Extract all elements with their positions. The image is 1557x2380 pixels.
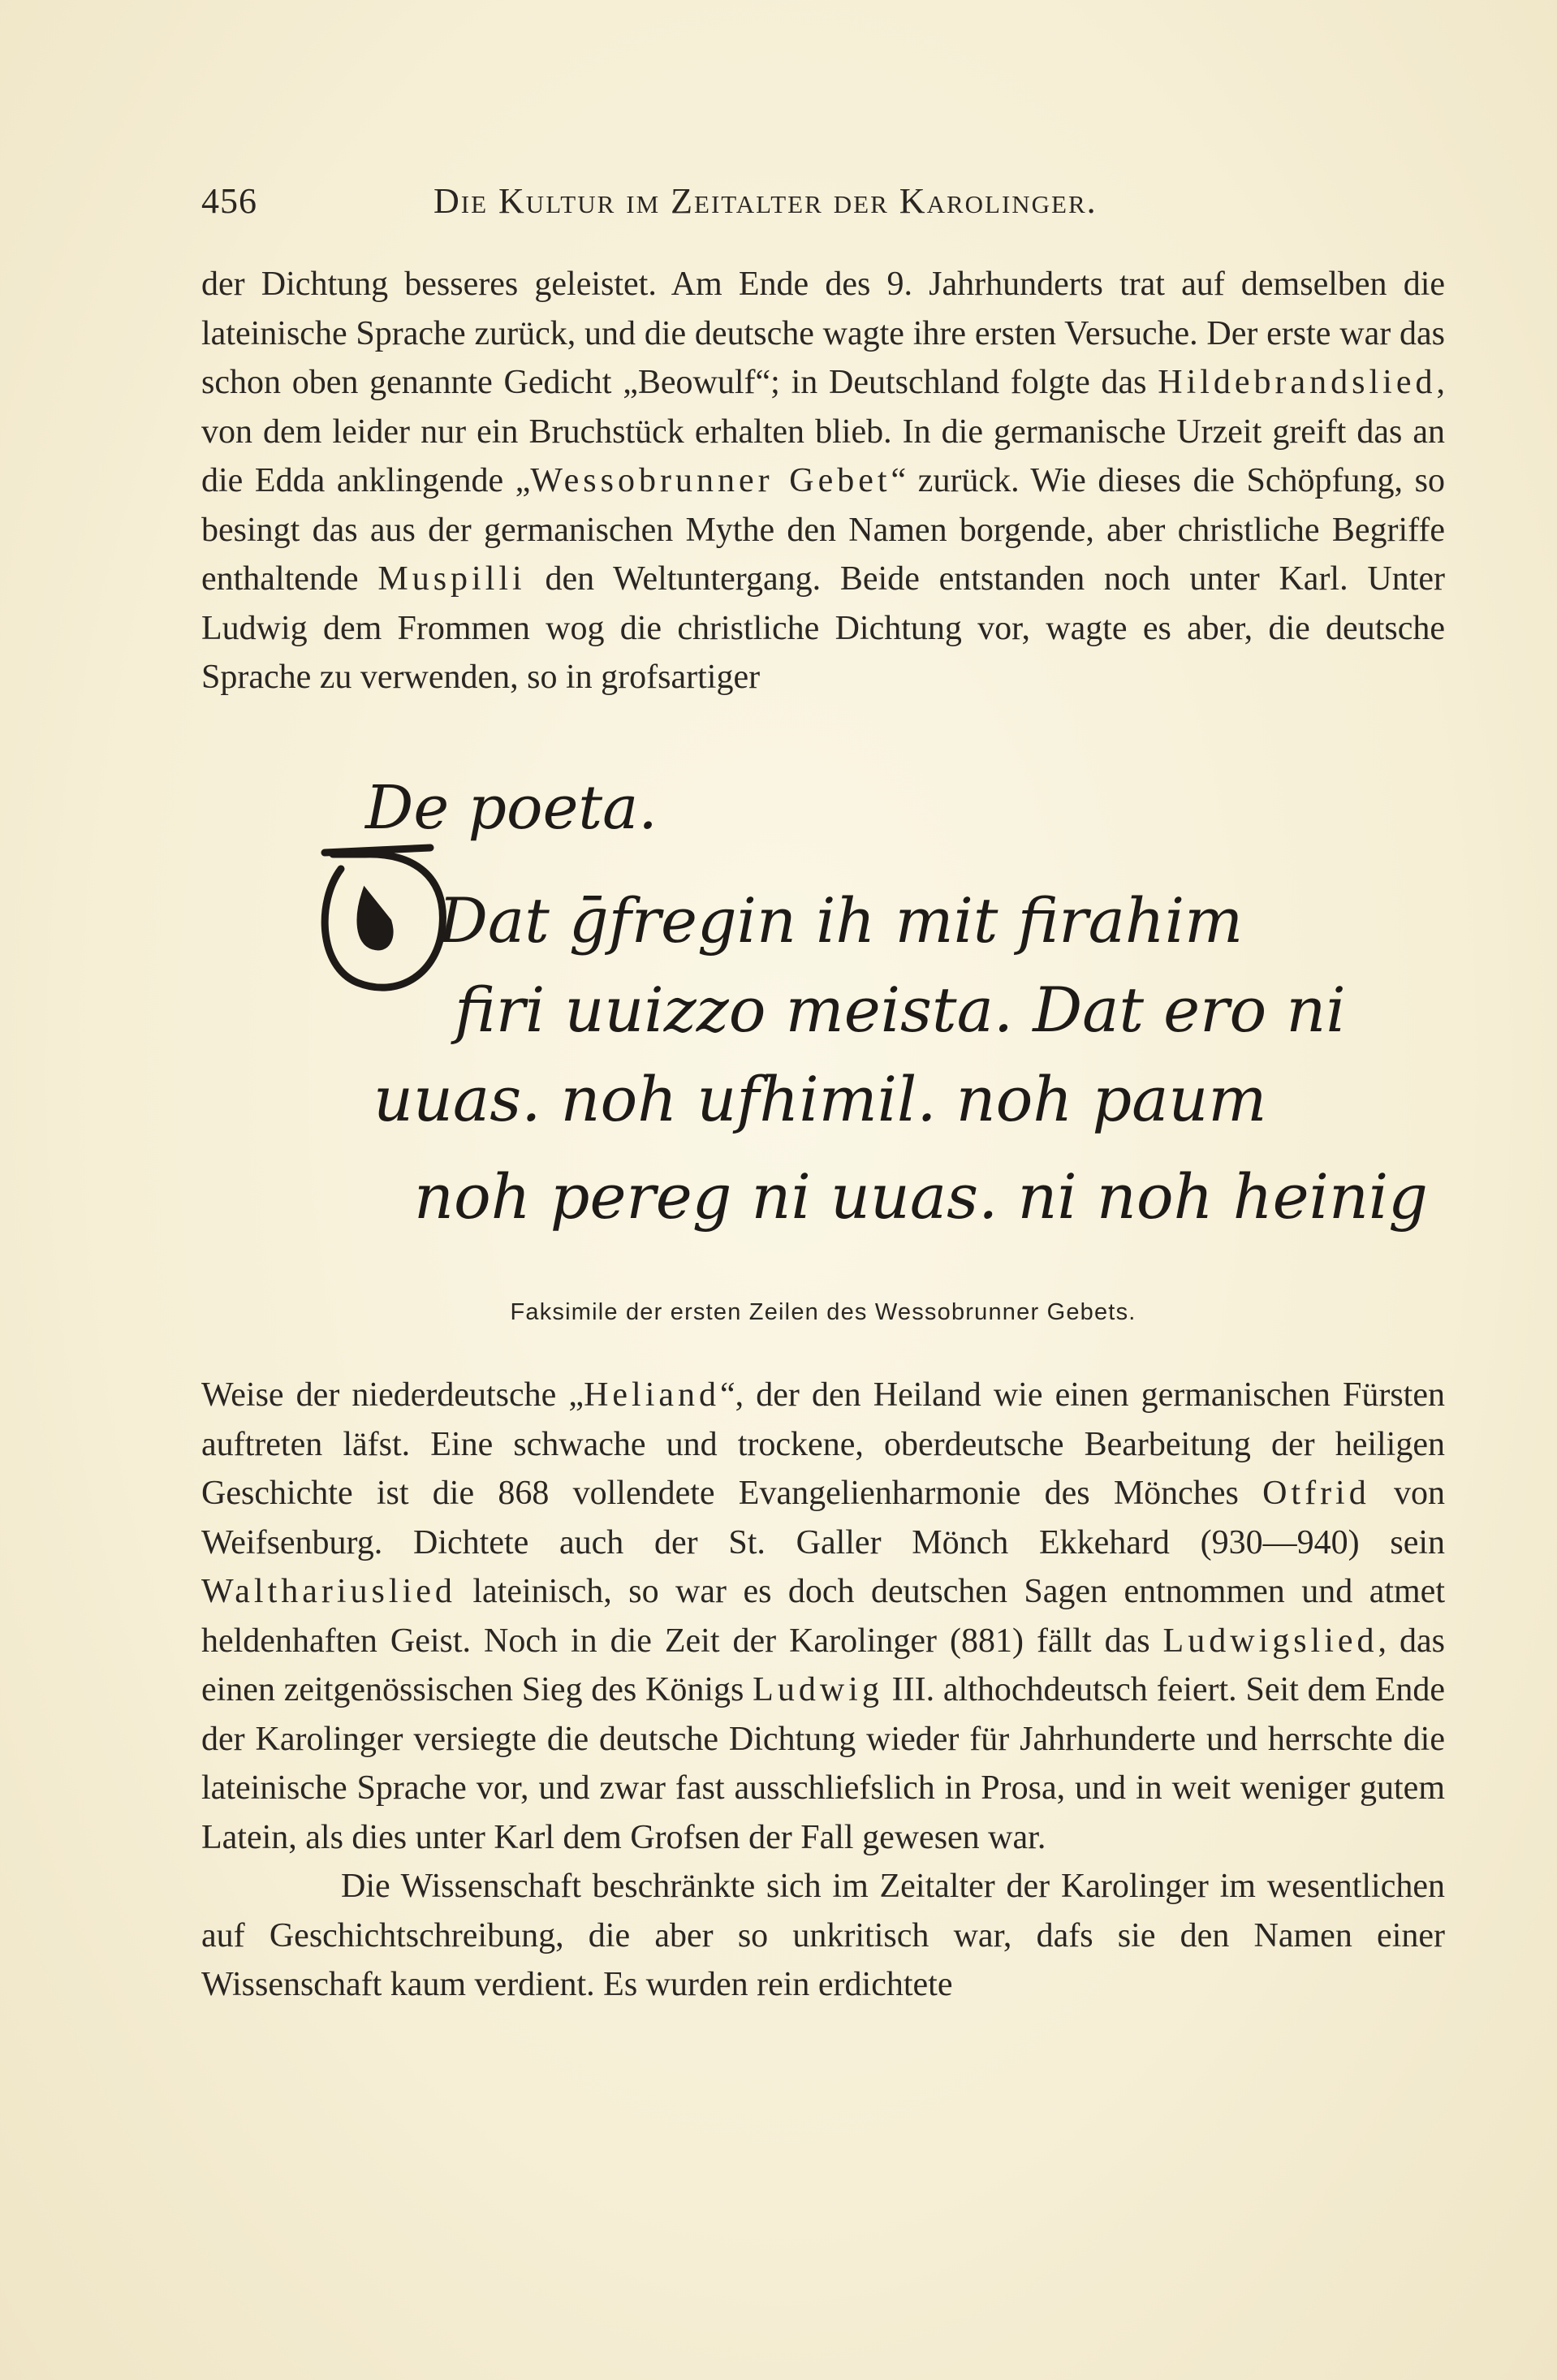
spaced-title-hildebrandslied: Hildebrandslied	[1158, 364, 1437, 401]
manuscript-facsimile	[308, 773, 1428, 1267]
spaced-name-otfrid: Otfrid	[1262, 1475, 1370, 1512]
paragraph-2	[201, 1371, 1445, 2010]
paragraph-1-text	[201, 260, 1445, 702]
spaced-title-wessobrunner-gebet: Wessobrunner Gebet	[530, 462, 891, 499]
spaced-title-heliand: Heliand	[584, 1376, 721, 1414]
spaced-title-muspilli: Muspilli	[377, 560, 526, 598]
text-run: der Dichtung besseres geleistet. Am Ende des 9. Jahrhunderts trat auf demselben die lateinische Sprache zurück, und die deutsche wagte ihre ersten Versuche. Der erste war das schon oben genannte Gedicht „Beowulf“; in Deutschland folgte das	[201, 266, 1445, 401]
paragraph-2-text	[201, 1371, 1445, 1862]
facsimile-line-2: firi uuizzo meista. Dat ero ni	[455, 974, 1346, 1046]
text-run: , das einen zeitgenössischen Sieg des Königs	[201, 1622, 1445, 1708]
text-run: Weise der niederdeutsche „	[201, 1376, 584, 1414]
text-run: III. althochdeutsch feiert. Seit dem Ende der Karolinger versiegte die deutsche Dichtung wieder für Jahrhunderte und herrschte die lateinische Sprache vor, und zwar fast ausschliefslich in Prosa, und in weit weniger gutem Latein, als dies unter Karl dem Grofsen der Fall gewesen war.	[201, 1671, 1445, 1856]
text-run: lateinisch, so war es doch deutschen Sagen entnommen und atmet heldenhaften Geist. Noch in die Zeit der Karolinger (881) fällt das	[201, 1573, 1445, 1660]
page-number: 456	[201, 181, 257, 221]
figure-caption: Faksimile der ersten Zeilen des Wessobrunner Gebets.	[510, 1299, 1136, 1325]
facsimile-line-0: De poeta.	[365, 773, 658, 843]
paragraph-3-text: Die Wissenschaft beschränkte sich im Zeitalter der Karolinger im wesentlichen auf Geschichtschreibung, die aber so unkritisch war, dafs sie den Namen einer Wissenschaft kaum verdient. Es wurden rein erdichtete	[201, 1868, 1445, 2003]
text-run: “ zurück. Wie dieses die Schöpfung, so besingt das aus der germanischen Mythe den Namen borgende, aber christliche Begriffe enthaltende	[201, 462, 1445, 598]
text-run: “, der den Heiland wie einen germanischen Fürsten auftreten läfst. Eine schwache und trockene, oberdeutsche Bearbeitung der heiligen Geschichte ist die 868 vollendete Evangelienharmonie des Mönches	[201, 1376, 1445, 1512]
running-title: Die Kultur im Zeitalter der Karolinger.	[433, 181, 1098, 221]
facsimile-line-3: uuas. noh ufhimil. noh paum	[373, 1063, 1267, 1135]
paragraph-1	[201, 260, 1445, 702]
text-run: von Weifsenburg. Dichtete auch der St. Galler Mönch Ekkehard (930—940) sein	[201, 1475, 1445, 1561]
page-header	[201, 180, 1451, 229]
spaced-title-walthariuslied: Walthariuslied	[201, 1573, 456, 1610]
text-run: den Weltuntergang. Beide entstanden noch unter Karl. Unter Ludwig dem Frommen wog die christliche Dichtung vor, wagte es aber, die deutsche Sprache zu verwenden, so in grofsartiger	[201, 560, 1446, 696]
spaced-name-ludwig: Ludwig	[753, 1671, 883, 1708]
facsimile-image	[308, 773, 1428, 1267]
facsimile-line-1: Dat ḡfregin ih mit firahim	[438, 884, 1244, 957]
initial-d-drawing	[325, 848, 442, 987]
spaced-title-ludwigslied: Ludwigslied	[1162, 1622, 1378, 1660]
facsimile-line-4: noh pereg ni uuas. ni noh heinig	[414, 1160, 1428, 1233]
text-run: , von dem leider nur ein Bruchstück erhalten blieb. In die germanische Urzeit greift das an die Edda anklingende „	[201, 364, 1445, 499]
